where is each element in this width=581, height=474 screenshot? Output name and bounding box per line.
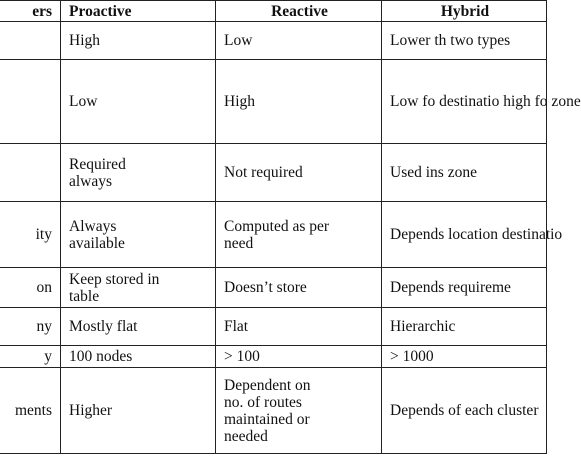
table-row <box>0 202 547 268</box>
header-proactive: Proactive <box>61 1 216 22</box>
cell-text: Dependent on no. of routes maintained or needed <box>224 376 311 445</box>
cell-parameter <box>0 268 61 308</box>
cell-proactive <box>61 60 216 144</box>
table-row <box>0 346 547 368</box>
cell-text: Doesn’t store <box>224 279 307 296</box>
cell-reactive <box>216 346 382 368</box>
cell-reactive <box>216 308 382 346</box>
cell-text: Used ins zone <box>390 164 477 181</box>
cell-text: Lower th two types <box>390 32 511 49</box>
cell-text: High <box>69 32 100 49</box>
cell-proactive <box>61 22 216 60</box>
cell-hybrid <box>382 60 581 144</box>
table-row <box>0 60 547 144</box>
header-row <box>0 1 547 22</box>
table-row <box>0 268 547 308</box>
cell-text: High <box>224 93 255 110</box>
cell-parameter <box>0 202 61 268</box>
cell-proactive <box>61 308 216 346</box>
table-row <box>0 368 547 454</box>
cell-parameter <box>0 368 61 454</box>
table-row <box>0 22 547 60</box>
cell-text: Mostly flat <box>69 318 138 335</box>
header-parameters: ers <box>0 1 61 22</box>
cell-text: Higher <box>69 402 113 419</box>
cell-reactive <box>216 268 382 308</box>
cell-text: Required always <box>69 155 126 190</box>
cell-parameter <box>0 60 61 144</box>
cell-hybrid <box>382 22 547 60</box>
table-row <box>0 144 547 202</box>
cell-text: y <box>44 348 52 365</box>
cell-text: on <box>36 279 52 296</box>
cell-proactive <box>61 346 216 368</box>
cell-proactive <box>61 202 216 268</box>
cell-hybrid <box>382 202 563 268</box>
cell-text: ments <box>14 402 52 419</box>
cell-text: Depends requireme <box>390 279 511 296</box>
cell-reactive <box>216 368 382 454</box>
cell-hybrid <box>382 144 547 202</box>
cell-reactive <box>216 144 382 202</box>
header-reactive: Reactive <box>216 1 382 22</box>
cell-text: Low <box>69 93 98 110</box>
cell-text: ny <box>36 318 52 335</box>
cell-parameter <box>0 144 61 202</box>
cell-text: Depends of each cluster <box>390 402 539 419</box>
cell-text: Depends location destinatio <box>390 226 563 243</box>
cell-text: Flat <box>224 318 249 335</box>
cell-hybrid <box>382 368 547 454</box>
cell-hybrid <box>382 268 547 308</box>
cell-text: Always available <box>69 217 125 252</box>
cell-proactive <box>61 268 216 308</box>
cell-reactive <box>216 22 382 60</box>
cell-parameter <box>0 346 61 368</box>
cell-text: Computed as per need <box>224 217 330 252</box>
table-row <box>0 308 547 346</box>
cell-text: Keep stored in table <box>69 270 160 305</box>
cell-text: > 100 <box>224 348 260 365</box>
cell-text: 100 nodes <box>69 348 133 365</box>
cell-proactive <box>61 368 216 454</box>
cell-parameter <box>0 22 61 60</box>
cell-text: Not required <box>224 164 303 181</box>
cell-text: Low <box>224 32 253 49</box>
cell-proactive <box>61 144 216 202</box>
cell-hybrid <box>382 308 547 346</box>
cell-parameter <box>0 308 61 346</box>
cell-reactive <box>216 60 382 144</box>
cell-text: ity <box>35 226 52 243</box>
cell-text: > 1000 <box>390 348 434 365</box>
cell-hybrid <box>382 346 547 368</box>
cell-text: Hierarchic <box>390 318 456 335</box>
cell-text: Low fo destinatio high fo zone <box>390 93 581 110</box>
cell-reactive <box>216 202 382 268</box>
header-hybrid: Hybrid <box>382 1 547 22</box>
